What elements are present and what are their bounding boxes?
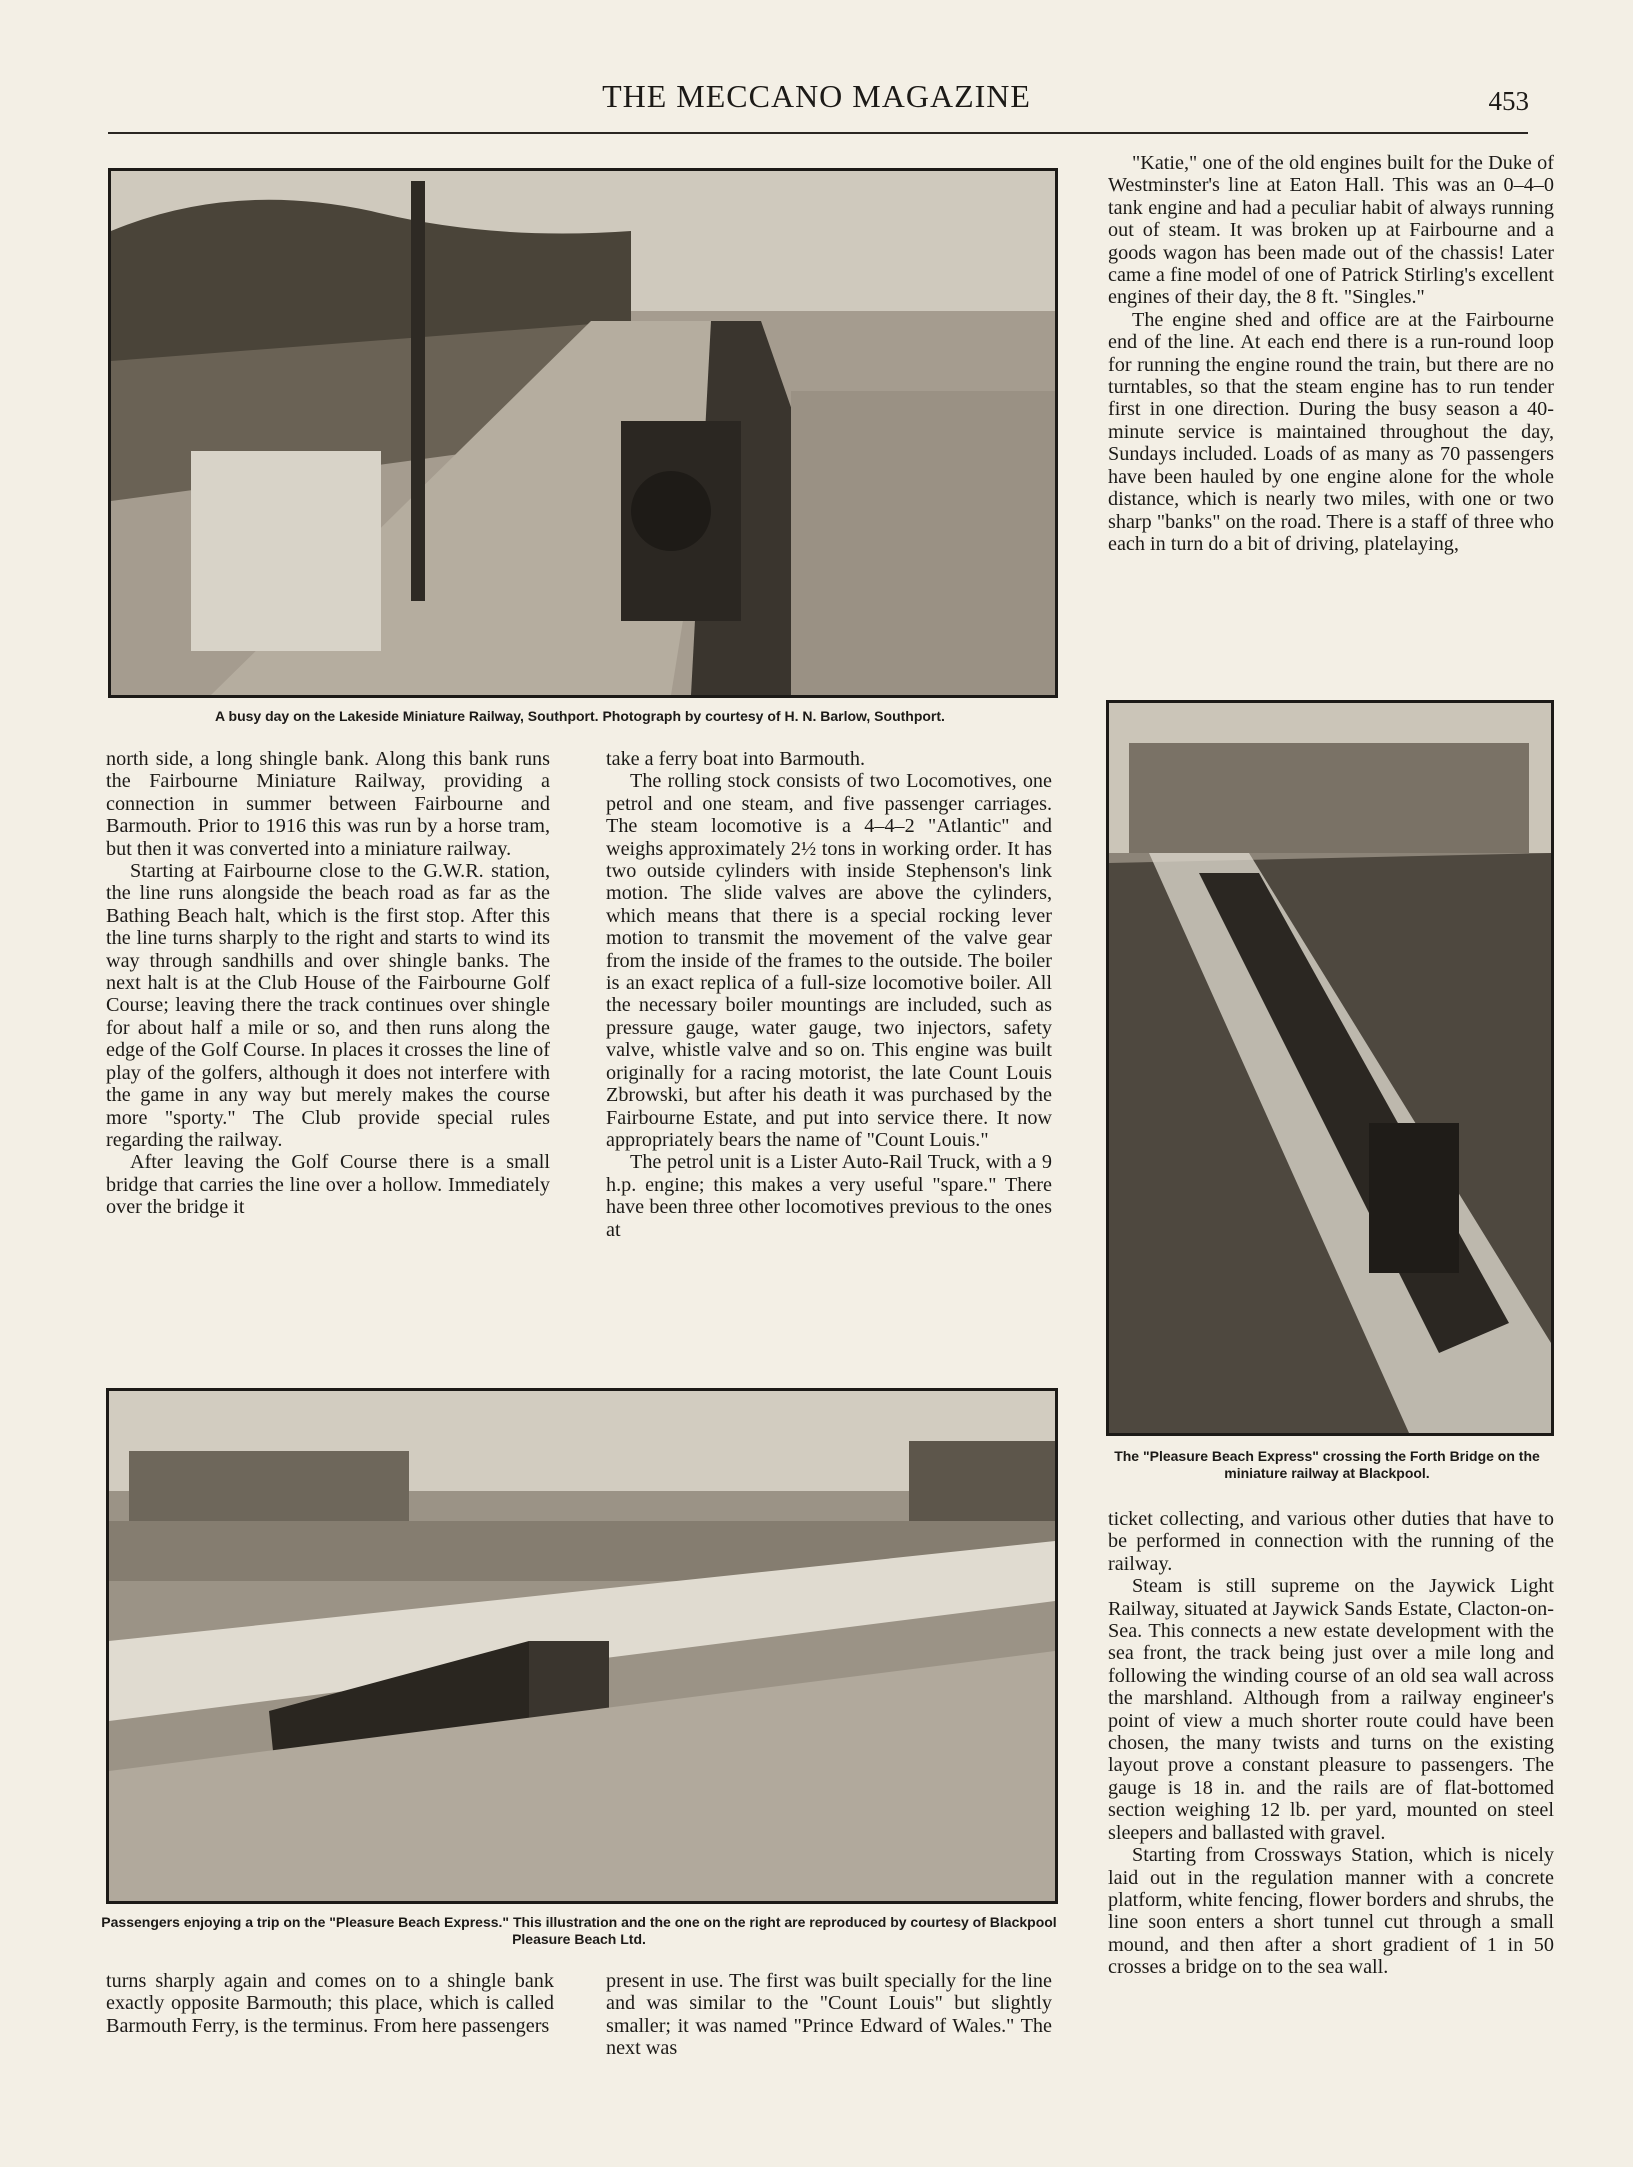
text-column-left [106, 748, 550, 1219]
paragraph: The petrol unit is a Lister Auto-Rail Truck, with a 9 h.p. engine; this makes a very useful "spare." There have been three other locomotives previous to the ones at [606, 1151, 1052, 1241]
photo-forth-bridge [1106, 700, 1554, 1436]
page-title: THE MECCANO MAGAZINE [602, 78, 1031, 114]
paragraph: turns sharply again and comes on to a shingle bank exactly opposite Barmouth; this place, which is called Barmouth Ferry, is the terminus. From here passengers [106, 1970, 554, 2037]
paragraph: present in use. The first was built specially for the line and was similar to the "Count Louis" but slightly smaller; it was named "Prince Edward of Wales." The next was [606, 1970, 1052, 2060]
paragraph: Starting from Crossways Station, which is nicely laid out in the regulation manner with a concrete platform, white fencing, flower borders and shrubs, the line soon enters a short tunnel cut through a small mound, and then after a short gradient of 1 in 50 crosses a bridge on to the sea wall. [1108, 1844, 1554, 1979]
paragraph: take a ferry boat into Barmouth. [606, 748, 865, 770]
paragraph: ticket collecting, and various other duties that have to be performed in connection with the running of the railway. [1108, 1508, 1554, 1575]
caption-right-photo: The "Pleasure Beach Express" crossing the Forth Bridge on the miniature railway at Blackpool. [1114, 1448, 1540, 1481]
paragraph: Starting at Fairbourne close to the G.W.R. station, the line runs alongside the beach road as far as the Bathing Beach halt, which is the first stop. After this the line turns sharply to the right and starts to wind its way through sandhills and over shingle banks. The next halt is at the Club House of the Fairbourne Golf Course; leaving there the track continues over shingle for about half a mile or so, and then runs along the edge of the Golf Course. In places it crosses the line of play of the golfers, although it does not interfere with the game in any way but merely makes the course more "sporty." The Club provide special rules regarding the railway. [106, 860, 550, 1151]
text-column-bottom-middle [606, 1970, 1052, 2060]
paragraph: north side, a long shingle bank. Along this bank runs the Fairbourne Miniature Railway, providing a connection in summer between Fairbourne and Barmouth. Prior to 1916 this was run by a horse tram, but then it was converted into a miniature railway. [106, 748, 550, 860]
text-column-bottom-left [106, 1970, 554, 2037]
text-column-right-bottom [1108, 1508, 1554, 1979]
paragraph: The rolling stock consists of two Locomotives, one petrol and one steam, and five passenger carriages. The steam locomotive is a 4–4–2 "Atlantic" and weighs approximately 2½ tons in working order. It has two outside cylinders with inside Stephenson's link motion. The slide valves are above the cylinders, which means that there is a special rocking lever motion to transmit the movement of the valve gear from the inside of the frames to the outside. The boiler is an exact replica of a full-size locomotive boiler. All the necessary boiler mountings are included, such as pressure gauge, water gauge, two injectors, safety valve, whistle valve and so on. This engine was built originally for a racing motorist, the late Count Louis Zbrowski, but after his death it was purchased by the Fairbourne Estate, and put into service there. It now appropriately bears the name of "Count Louis." [606, 770, 1052, 1151]
page-number: 453 [1488, 86, 1529, 116]
paragraph: Steam is still supreme on the Jaywick Light Railway, situated at Jaywick Sands Estate, Clacton-on-Sea. This connects a new estate development with the sea front, the track being just over a mile long and following the winding course of an old sea wall across the marshland. Although from a railway engineer's point of view a much shorter route could have been chosen, the many twists and turns on the existing layout prove a constant pleasure to passengers. The gauge is 18 in. and the rails are of flat-bottomed section weighing 12 lb. per yard, mounted on steel sleepers and ballasted with gravel. [1108, 1575, 1554, 1844]
paragraph: The engine shed and office are at the Fairbourne end of the line. At each end there is a run-round loop for running the engine round the train, but there are no turntables, so that the steam engine has to run tender first in one direction. During the busy season a 40-minute service is maintained throughout the day, Sundays included. Loads of as many as 70 passengers have been hauled by one engine alone for the whole distance, which is nearly two miles, with one or two sharp "banks" on the road. There is a staff of three who each in turn do a bit of driving, platelaying, [1108, 308, 1554, 555]
caption-bottom-photo: Passengers enjoying a trip on the "Pleasure Beach Express." This illustration and the one on the right are reproduced by courtesy of Blackpool Pleasure Beach Ltd. [101, 1914, 1057, 1947]
caption-top-photo: A busy day on the Lakeside Miniature Railway, Southport. Photograph by courtesy of H. N. Barlow, Southport. [215, 708, 945, 724]
photo-lakeside-railway [108, 168, 1058, 698]
text-column-middle [606, 748, 1052, 1241]
paragraph: After leaving the Golf Course there is a small bridge that carries the line over a hollow. Immediately over the bridge it [106, 1151, 550, 1219]
text-column-right-top [1108, 152, 1554, 555]
paragraph: "Katie," one of the old engines built for the Duke of Westminster's line at Eaton Hall. This was an 0–4–0 tank engine and had a peculiar habit of always running out of steam. It was broken up at Fairbourne and a goods wagon has been made out of the chassis! Later came a fine model of one of Patrick Stirling's excellent engines of their day, the 8 ft. "Singles." [1108, 152, 1554, 309]
header-rule [108, 132, 1528, 134]
photo-pleasure-beach-express [106, 1388, 1058, 1904]
